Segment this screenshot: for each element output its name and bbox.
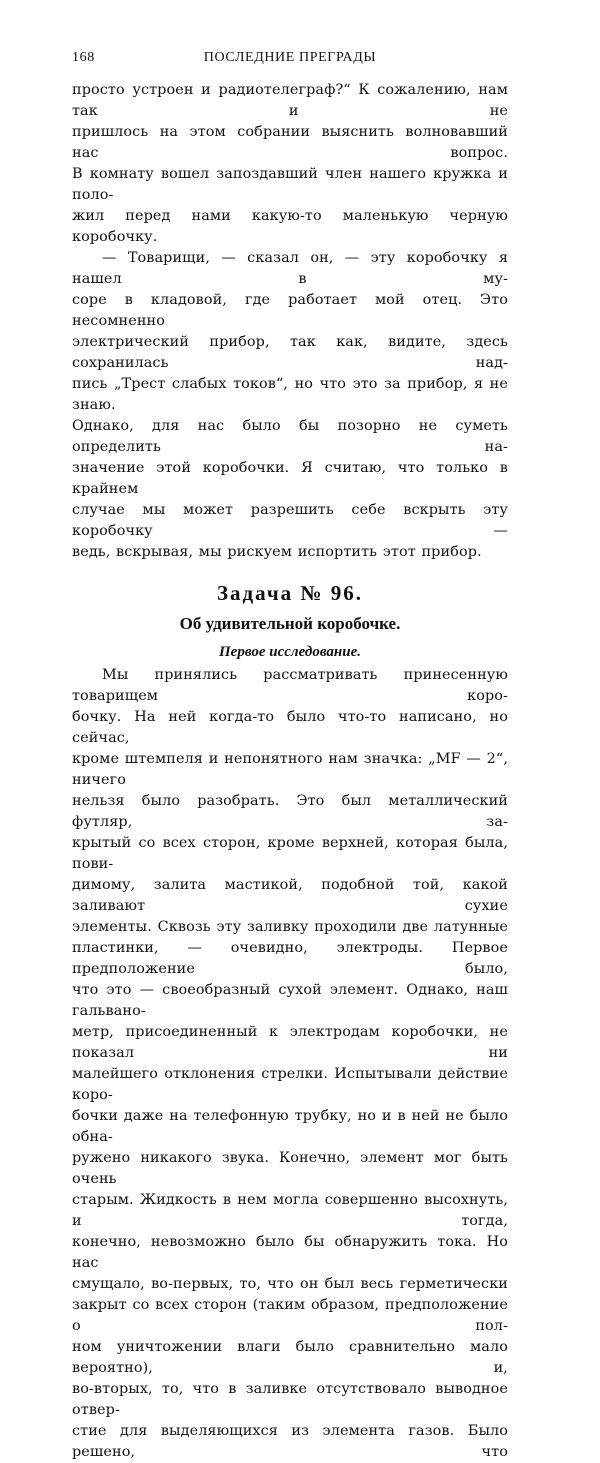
text-line: смущало, во-первых, то, что он был весь герметически (72, 1276, 508, 1292)
text-line: ном уничтожении влаги было сравнительно мало вероятно), и, (72, 1339, 508, 1376)
text-line: пришлось на этом собрании выяснить волновавший нас вопрос. (72, 124, 508, 161)
text-line: пластинки, — очевидно, электроды. Первое предположение было, (72, 940, 508, 977)
text-line: старым. Жидкость в нем могла совершенно высохнуть, и тогда, (72, 1192, 508, 1229)
speech-paragraph (72, 248, 508, 563)
text-line: что это — своеобразный сухой элемент. Однако, наш гальвано- (72, 982, 508, 1019)
text-line: ружено никакого звука. Конечно, элемент мог быть очень (72, 1150, 508, 1187)
text-line: бочку. На ней когда-то было что-то написано, но сейчас, (72, 709, 508, 746)
text-line: стие для выделяющихся из элемента газов. Было решено, что (72, 1423, 508, 1460)
text-line: пись „Трест слабых токов“, но что это за прибор, я не знаю. (72, 376, 508, 413)
text-line: метр, присоединенный к электродам коробочки, не показал ни (72, 1024, 508, 1061)
text-line: нельзя было разобрать. Это был металлический футляр, за- (72, 793, 508, 830)
text-line: — Товарищи, — сказал он, — эту коробочку я нашел в му- (72, 250, 508, 287)
page-number: 168 (72, 50, 95, 65)
text-line: электрический прибор, так как, видите, здесь сохранилась над- (72, 334, 508, 371)
text-line: жил перед нами какую-то маленькую черную коробочку. (72, 208, 508, 245)
text-line: соре в кладовой, где работает мой отец. Это несомненно (72, 292, 508, 329)
body-paragraph (72, 665, 508, 1463)
text-line: малейшего отклонения стрелки. Испытывали действие коро- (72, 1066, 508, 1103)
text-line: бочки даже на телефонную трубку, но и в ней не было обна- (72, 1108, 508, 1145)
text-line: во-вторых, то, что в заливке отсутствовало выводное отвер- (72, 1381, 508, 1418)
running-head (72, 50, 508, 80)
text-line: случае мы может разрешить себе вскрыть эту коробочку — (72, 502, 508, 539)
text-line: димому, залита мастикой, подобной той, какой заливают сухие (72, 877, 508, 914)
text-line: значение этой коробочки. Я считаю, что только в крайнем (72, 460, 508, 497)
text-line: крытый со всех сторон, кроме верхней, которая была, пови- (72, 835, 508, 872)
text-line: кроме штемпеля и непонятного нам значка: „MF — 2“, ничего (72, 751, 508, 788)
text-line: закрыт со всех сторон (таким образом, предположение о пол- (72, 1297, 508, 1334)
text-line: конечно, невозможно было бы обнаружить тока. Но нас (72, 1234, 508, 1271)
text-line: ведь, вскрывая, мы рискуем испортить этот прибор. (72, 544, 482, 560)
text-line: Однако, для нас было бы позорно не суметь определить на- (72, 418, 508, 455)
subsection-title: Первое исследование. (219, 644, 361, 660)
text-line: В комнату вошел запоздавший член нашего кружка и поло- (72, 166, 508, 203)
continuation-paragraph (72, 80, 508, 248)
running-title: ПОСЛЕДНИЕ ПРЕГРАДЫ (203, 50, 377, 65)
task-title: Задача № 96. (216, 581, 364, 605)
text-line: Мы принялись рассматривать принесенную товарищем коро- (72, 667, 508, 704)
text-line: элементы. Сквозь эту заливку проходили две латунные (72, 919, 508, 935)
task-subject: Об удивительной коробочке. (179, 614, 401, 633)
text-line: просто устроен и радиотелеграф?“ К сожалению, нам так и не (72, 82, 508, 119)
